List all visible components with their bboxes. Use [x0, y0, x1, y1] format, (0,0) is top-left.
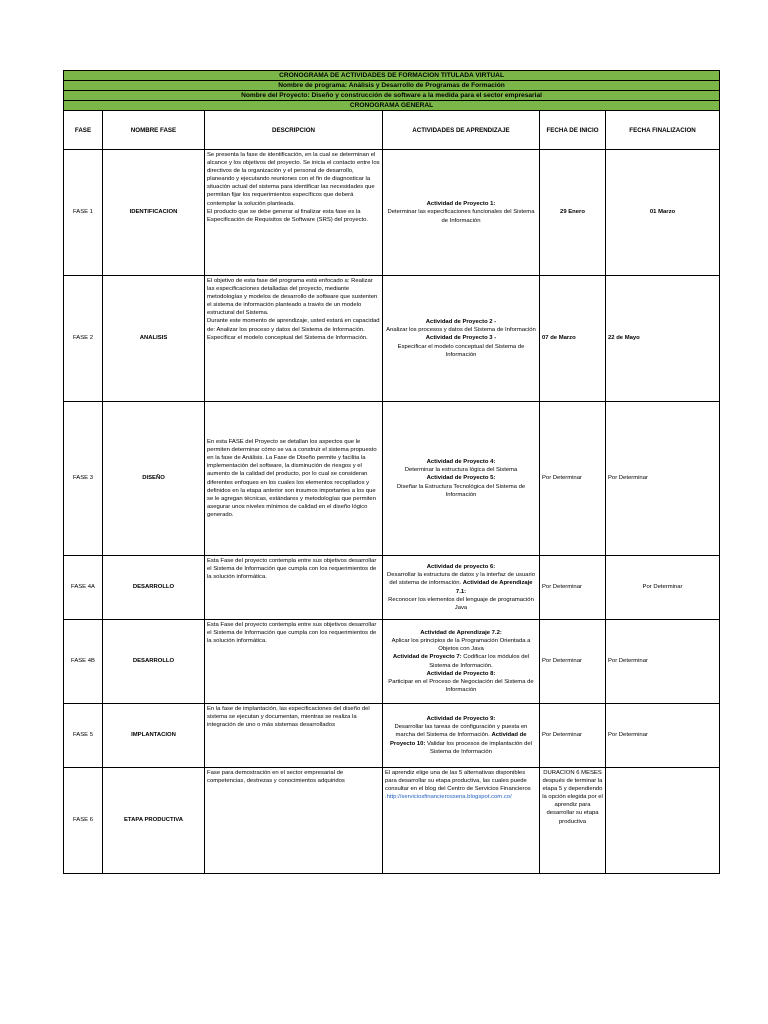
fecha-inicio-cell: Por Determinar [540, 704, 606, 768]
actividad-title: Actividad de Proyecto 2 - [425, 319, 497, 326]
fase-cell: FASE 5 [64, 704, 103, 768]
descripcion-text: El objetivo de esta fase del programa está enfocado a: Realizar las especificaciones detalladas del proyecto, mediante metodologías y modelos de desarrollo de software que sustenten el sistema de información planteado a través de un modelo estructural del Sistema. [207, 278, 378, 317]
table-row [64, 150, 720, 276]
fase-cell: FASE 6 [64, 768, 103, 874]
nombre-fase-cell: IMPLANTACION [103, 704, 205, 768]
descripcion-cell [205, 768, 383, 874]
blog-link[interactable]: .http://serviciosfinancierossena.blogspot.com.co/ [385, 794, 512, 801]
table-row [64, 402, 720, 556]
descripcion-text: Fase para demostración en el sector empresarial de competencias, destrezas y conocimientos adquiridos [207, 770, 345, 785]
fecha-inicio-cell: Por Determinar [540, 402, 606, 556]
project-name: Nombre del Proyecto: Diseño y construcción de software a la medida para el sector empresarial [64, 91, 720, 101]
fase-cell: FASE 4B [64, 620, 103, 704]
col-fecha-inicio: FECHA DE INICIO [540, 111, 606, 150]
descripcion-cell [205, 620, 383, 704]
nombre-fase-cell: DESARROLLO [103, 620, 205, 704]
descripcion-cell [205, 402, 383, 556]
fecha-inicio-cell: Por Determinar [540, 620, 606, 704]
actividad-title: Actividad de Aprendizaje 7.2: [420, 630, 502, 637]
nombre-fase-cell: ANALISIS [103, 276, 205, 402]
descripcion-text: Durante este momento de aprendizaje, usted estará en capacidad de: Analizar los proceso y datos del Sistema de Información. [207, 318, 380, 333]
actividad-title: Actividad de Proyecto 8: [426, 670, 496, 677]
actividades-cell [383, 402, 540, 556]
actividad-title: Actividad de Proyecto 3 - [425, 335, 497, 342]
nombre-fase-cell: IDENTIFICACION [103, 150, 205, 276]
fase-cell: FASE 2 [64, 276, 103, 402]
descripcion-text: En esta FASE del Proyecto se detallan los aspectos que le permiten determinar cómo se va a construir el sistema propuesto en la fase de Análisis. La Fase de Diseño permite y facilita la implementación del software, la disminución de riesgos y el aumento de la calidad del producto, por lo cual se consideran diferentes enfoques en los cuales los elementos recopilados y definidos en la etapa anterior son insumos importantes a los que se le agregan técnicas, estándares y metodologías que permiten asegurar unos niveles mínimos de calidad en el diseño lógico generado. [207, 439, 377, 518]
fecha-fin-cell [606, 768, 720, 874]
col-nombre-fase: NOMBRE FASE [103, 111, 205, 150]
table-row [64, 768, 720, 874]
schedule-sheet [63, 70, 719, 874]
fecha-fin-cell: 22 de Mayo [606, 276, 720, 402]
descripcion-text: Especificar el modelo conceptual del Sistema de Información. [207, 334, 368, 341]
table-row [64, 276, 720, 402]
fecha-inicio-cell: 29 Enero [540, 150, 606, 276]
actividad-title: Actividad de proyecto 6: [426, 564, 496, 571]
descripcion-text: Esta Fase del proyecto contempla entre sus objetivos desarrollar el Sistema de Información que cumpla con los requerimientos de la solución informática. [207, 622, 377, 645]
actividades-cell [383, 620, 540, 704]
actividad-text: Desarrollar las tareas de configuración y puesta en marcha del Sistema de Información. [394, 724, 528, 739]
descripcion-text: En la fase de implantación, las especificaciones del diseño del sistema se ejecutan y documentan, mientras se realiza la integración de uno o más sistemas desarrollados [207, 706, 370, 729]
col-fecha-fin: FECHA FINALIZACION [606, 111, 720, 150]
actividad-title: Actividad de Aprendizaje 7.1: [455, 580, 533, 595]
fecha-inicio-cell: DURACION 6 MESES después de terminar la etapa 5 y dependiendo la opción elegida por el aprendiz para desarrollar su etapa productiva [540, 768, 606, 874]
actividad-title: Actividad de Proyecto 5: [426, 475, 496, 482]
table-row [64, 704, 720, 768]
nombre-fase-cell: ETAPA PRODUCTIVA [103, 768, 205, 874]
table-row [64, 556, 720, 620]
actividad-title: Actividad de Proyecto 10: [390, 732, 527, 747]
actividades-cell [383, 768, 540, 874]
actividad-text: Especificar el modelo conceptual del Sistema de Información [397, 343, 525, 358]
table-row [64, 620, 720, 704]
descripcion-cell [205, 276, 383, 402]
actividad-text: Reconocer los elementos del lenguaje de programación Java [388, 596, 534, 611]
actividades-cell [383, 556, 540, 620]
fecha-fin-cell: 01 Marzo [606, 150, 720, 276]
fecha-fin-cell: Por Determinar [606, 402, 720, 556]
actividad-text: Participar en el Proceso de Negociación del Sistema de Información [388, 678, 534, 693]
col-fase: FASE [64, 111, 103, 150]
fase-cell: FASE 4A [64, 556, 103, 620]
actividad-text: Validar los procesos de implantación del Sistema de Información [427, 740, 532, 755]
actividad-text: Analizar los procesos y datos del Sistema de Información [386, 327, 536, 334]
actividad-title: Actividad de Proyecto 4: [426, 459, 496, 466]
actividad-title: Actividad de Proyecto 7: [392, 654, 462, 661]
column-header-row [64, 111, 720, 150]
fecha-fin-cell: Por Determinar [606, 556, 720, 620]
actividades-cell [383, 276, 540, 402]
descripcion-cell [205, 704, 383, 768]
fecha-inicio-cell: 07 de Marzo [540, 276, 606, 402]
schedule-table [63, 70, 720, 874]
schedule-heading: CRONOGRAMA GENERAL [64, 101, 720, 111]
sheet-title: CRONOGRAMA DE ACTIVIDADES DE FORMACION TITULADA VIRTUAL [64, 71, 720, 81]
fecha-fin-cell: Por Determinar [606, 704, 720, 768]
actividades-cell [383, 150, 540, 276]
nombre-fase-cell: DESARROLLO [103, 556, 205, 620]
actividad-text: Determinar las especificaciones funcionales del Sistema de Información [387, 209, 535, 224]
fecha-inicio-cell: Por Determinar [540, 556, 606, 620]
fase-cell: FASE 3 [64, 402, 103, 556]
actividad-text: Codificar los módulos del Sistema de Información. [429, 654, 530, 669]
descripcion-text: Esta Fase del proyecto contempla entre sus objetivos desarrollar el Sistema de Información que cumpla con los requerimientos de la solución informática. [207, 558, 377, 581]
actividad-text: El aprendiz elige una de las 5 alternativas disponibles para desarrollar su etapa productiva, las cuales puede consultar en el blog del Centro de Servicios Financieros [385, 770, 531, 793]
fase-cell: FASE 1 [64, 150, 103, 276]
descripcion-cell [205, 556, 383, 620]
nombre-fase-cell: DISEÑO [103, 402, 205, 556]
col-descripcion: DESCRIPCION [205, 111, 383, 150]
actividad-title: Actividad de Proyecto 9: [426, 716, 496, 723]
program-name: Nombre de programa: Análisis y Desarrollo de Programas de Formación [64, 81, 720, 91]
descripcion-text: El producto que se debe generar al finalizar esta fase es la Especificación de Requisitos de Software (SRS) del proyecto. [207, 208, 369, 223]
actividades-cell [383, 704, 540, 768]
actividad-title: Actividad de Proyecto 1: [426, 201, 496, 208]
actividad-text: Determinar la estructura lógica del Sistema [404, 467, 518, 474]
fecha-fin-cell: Por Determinar [606, 620, 720, 704]
descripcion-text: Se presenta la fase de identificación, en la cual se determinan el alcance y los objetivos del proyecto. Se inicia el contacto entre los directivos de la organización y el personal de desarrollo, planeando y ejecutando reuniones con el fin de diagnosticar la situación actual del sistema para identificar las necesidades que permitan fijar los requerimientos específicos que deberá contemplar la solución planteada. [207, 152, 380, 207]
col-actividades: ACTIVIDADES DE APRENDIZAJE [383, 111, 540, 150]
actividad-text: Desarrollar la estructura de datos y la interfaz de usuario del sistema de información. [387, 572, 535, 587]
actividad-text: Aplicar los principios de la Programación Orientada a Objetos con Java [391, 638, 531, 653]
descripcion-cell [205, 150, 383, 276]
actividad-text: Diseñar la Estructura Tecnológica del Sistema de Información [396, 483, 526, 498]
